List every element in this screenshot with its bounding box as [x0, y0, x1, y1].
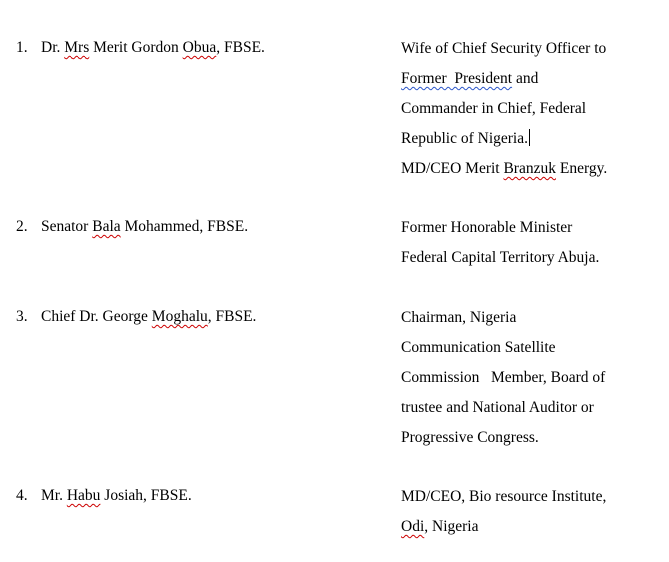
list-number: 2. [16, 218, 28, 235]
text-cursor [529, 129, 530, 146]
description-line: Odi, Nigeria [401, 518, 479, 535]
person-description [401, 308, 663, 458]
person-description [401, 487, 663, 547]
description-line: Commander in Chief, Federal [401, 100, 587, 117]
list-number: 4. [16, 487, 28, 504]
description-line: trustee and National Auditor or [401, 399, 594, 416]
description-line: Communication Satellite [401, 339, 556, 356]
description-line: MD/CEO, Bio resource Institute, [401, 488, 607, 505]
person-description [401, 218, 663, 278]
spelling-mark: Bala [92, 218, 121, 235]
description-line: Republic of Nigeria. [401, 130, 528, 147]
person-name: Chief Dr. George Moghalu, FBSE. [41, 308, 257, 325]
person-name: Mr. Habu Josiah, FBSE. [41, 487, 192, 504]
person-name: Senator Bala Mohammed, FBSE. [41, 218, 249, 235]
spelling-mark: Branzuk [503, 160, 556, 177]
spelling-mark: Mrs [64, 39, 90, 56]
person-name: Dr. Mrs Merit Gordon Obua, FBSE. [41, 39, 265, 56]
spelling-mark: Obua [182, 39, 217, 56]
list-number: 3. [16, 308, 28, 325]
description-line: Progressive Congress. [401, 429, 539, 446]
list-number: 1. [16, 39, 28, 56]
description-line: Wife of Chief Security Officer to [401, 40, 607, 57]
description-line: Chairman, Nigeria [401, 309, 517, 326]
description-line: Federal Capital Territory Abuja. [401, 249, 600, 266]
description-line: MD/CEO Merit Branzuk Energy. [401, 160, 608, 177]
spelling-mark: Moghalu [151, 308, 208, 325]
spelling-mark: Habu [66, 487, 101, 504]
description-line: Former President and [401, 70, 539, 87]
grammar-mark: Former President [401, 70, 513, 87]
description-line: Former Honorable Minister [401, 219, 573, 236]
description-line: Commission Member, Board of [401, 369, 606, 386]
spelling-mark: Odi [401, 518, 425, 535]
person-description [401, 39, 663, 189]
